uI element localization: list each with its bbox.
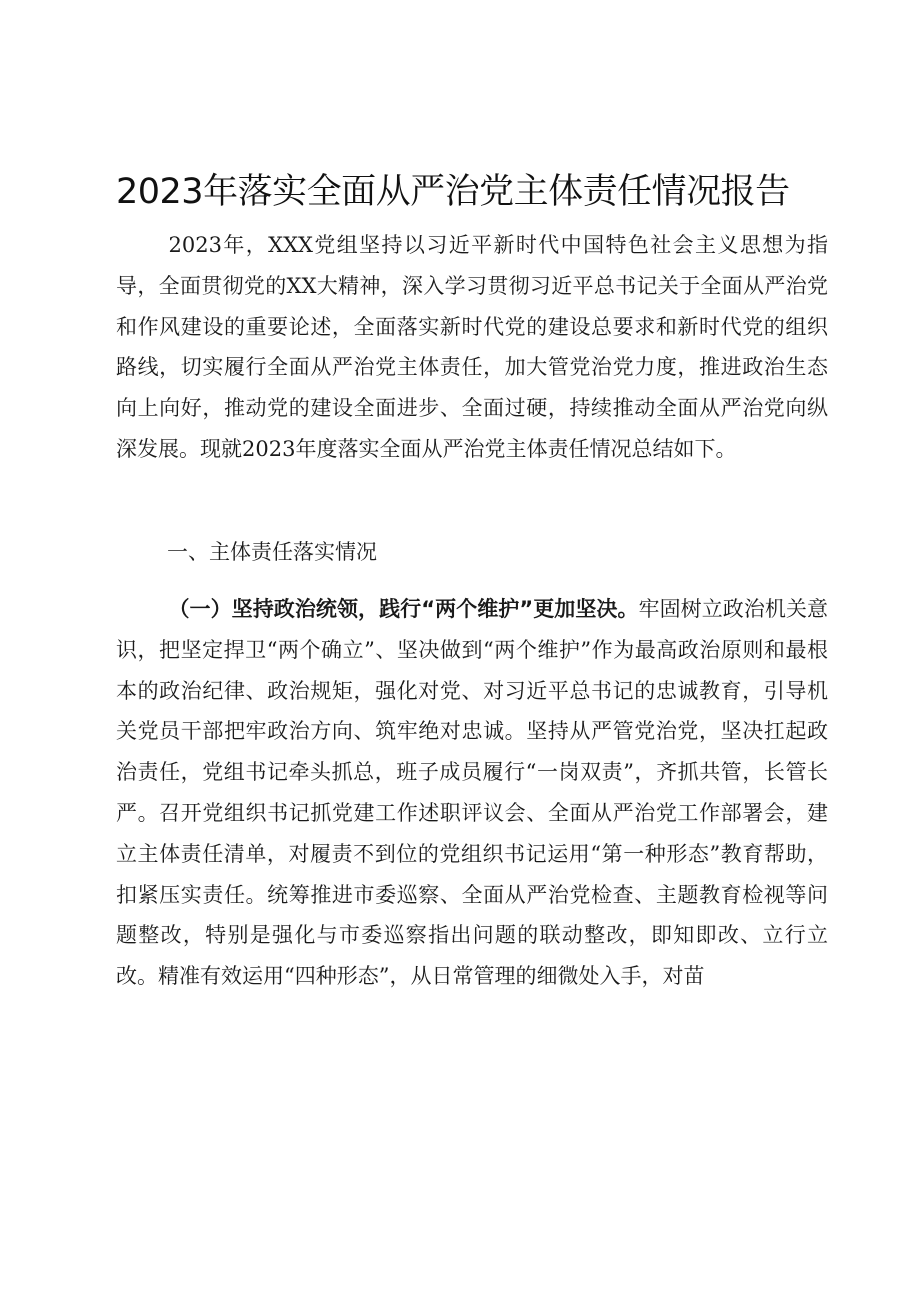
document-title: 2023年落实全面从严治党主体责任情况报告 — [116, 172, 790, 212]
intro-paragraph: 2023年，XXX党组坚持以习近平新时代中国特色社会主义思想为指导，全面贯彻党的XX大精神，深入学习贯彻习近平总书记关于全面从严治党和作风建设的重要论述，全面落实新时代党的建设总要求和新时代党的组织路线，切实履行全面从严治党主体责任，加大管党治党力度，推进政治生态向上向好，推动党的建设全面进步、全面过硬，持续推动全面从严治党向纵深发展。现就2023年度落实全面从严治党主体责任情况总结如下。 — [116, 233, 828, 461]
paragraph-1-lead: （一）坚持政治统领，践行“两个维护”更加坚决。 — [168, 597, 639, 621]
section-heading: 一、主体责任落实情况 — [167, 540, 377, 564]
paragraph-1-text: 牢固树立政治机关意识，把坚定捍卫“两个确立”、坚决做到“两个维护”作为最高政治原则和最根本的政治纪律、政治规矩，强化对党、对习近平总书记的忠诚教育，引导机关党员干部把牢政治方向、筑牢绝对忠诚。坚持从严管党治党，坚决扛起政治责任，党组书记牵头抓总，班子成员履行“一岗双责”，齐抓共管，长管长严。召开党组织书记抓党建工作述职评议会、全面从严治党工作部署会，建立主体责任清单，对履责不到位的党组织书记运用“第一种形态”教育帮助，扣紧压实责任。统筹推进市委巡察、全面从严治党检查、主题教育检视等问题整改，特别是强化与市委巡察指出问题的联动整改，即知即改、立行立改。精准有效运用“四种形态”，从日常管理的细微处入手，对苗 — [116, 597, 829, 989]
paragraph-1 — [116, 589, 828, 997]
